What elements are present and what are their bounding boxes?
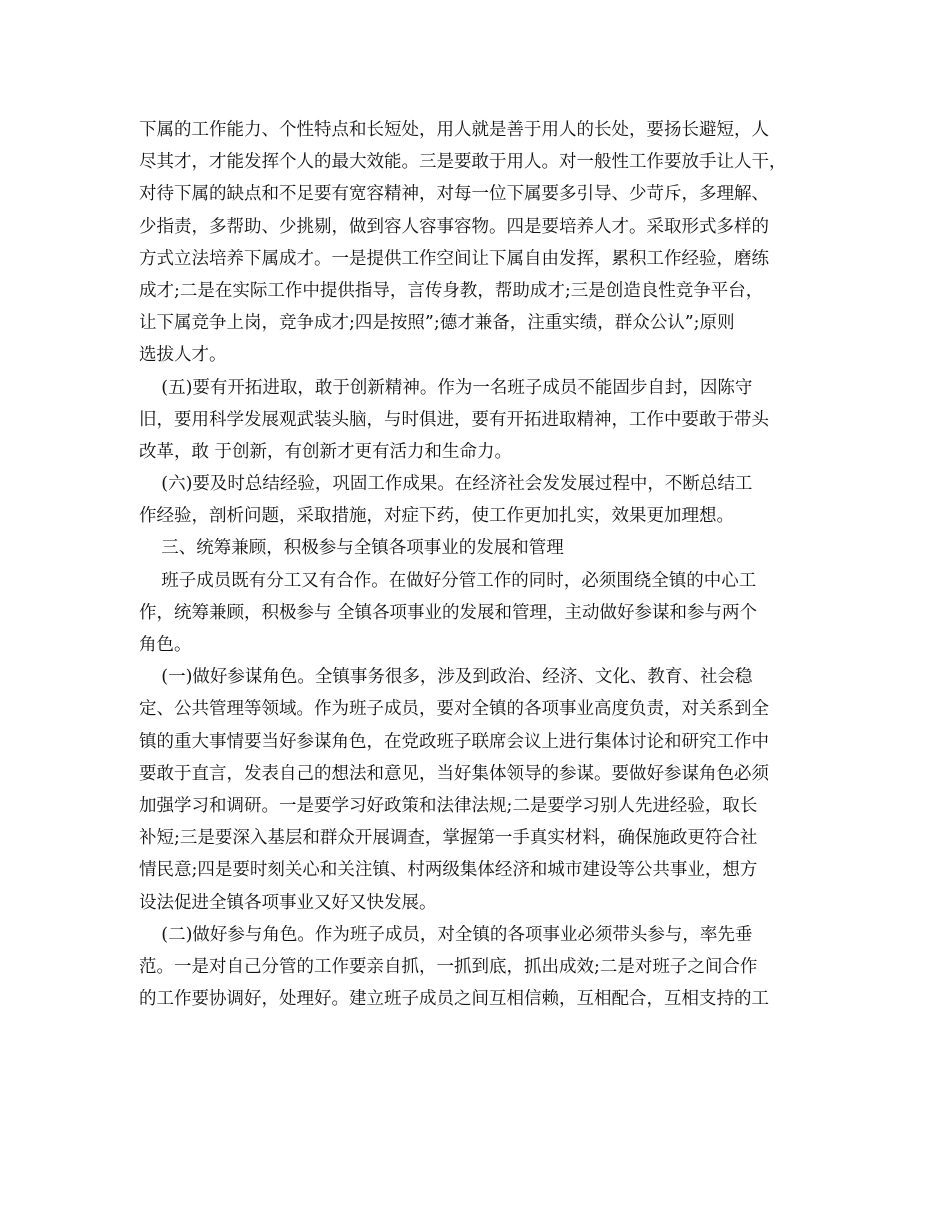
text-line: 尽其才，才能发挥个人的最大效能。三是要敢于用人。对一般性工作要放手让人干， (139, 152, 787, 173)
text-line: 设法促进全镇各项事业又好又快发展。 (139, 892, 437, 913)
text-line: 范。一是对自己分管的工作要亲自抓，一抓到底，抓出成效;二是对班子之间合作 (139, 956, 758, 977)
chapter-heading-line: 三、统筹兼顾，积极参与全镇各项事业的发展和管理 (139, 538, 564, 559)
text-line: 情民意;四是要时刻关心和关注镇、村两级集体经济和城市建设等公共事业，想方 (139, 860, 758, 881)
section-heading-line: (二)做好参与角色。作为班子成员，对全镇的各项事业必须带头参与，率先垂 (139, 924, 753, 945)
text-line: 少指责，多帮助、少挑剔，做到容人容事容物。四是要培养人才。采取形式多样的 (139, 216, 769, 237)
text-line: 作经验，剖析问题，采取措施，对症下药，使工作更加扎实，效果更加理想。 (139, 506, 734, 527)
text-line: 镇的重大事情要当好参谋角色，在党政班子联席会议上进行集体讨论和研究工作中 (139, 731, 769, 752)
text-line: 班子成员既有分工又有合作。在做好分管工作的同时，必须围绕全镇的中心工 (139, 570, 757, 591)
text-line: 补短;三是要深入基层和群众开展调查，掌握第一手真实材料，确保施政更符合社 (139, 828, 758, 849)
section-heading-line: (六)要及时总结经验，巩固工作成果。在经济社会发发展过程中，不断总结工 (139, 474, 753, 495)
text-line: 改革，敢 于创新，有创新才更有活力和生命力。 (139, 441, 513, 462)
text-line: 定、公共管理等领域。作为班子成员，要对全镇的各项事业高度负责，对关系到全 (139, 699, 769, 720)
section-heading-line: (一)做好参谋角色。全镇事务很多，涉及到政治、经济、文化、教育、社会稳 (139, 667, 753, 688)
text-line: 角色。 (139, 635, 192, 655)
text-line: 对待下属的缺点和不足要有宽容精神，对每一位下属要多引导、少苛斥，多理解、 (139, 184, 769, 205)
document-body (139, 114, 829, 1015)
text-line: 加强学习和调研。一是要学习好政策和法律法规;二是要学习别人先进经验，取长 (139, 795, 758, 816)
text-line: 旧，要用科学发展观武装头脑，与时俱进，要有开拓进取精神，工作中要敢于带头 (139, 409, 769, 430)
text-line: 下属的工作能力、个性特点和长短处，用人就是善于用人的长处，要扬长避短，人 (139, 120, 769, 140)
text-line: 作，统筹兼顾，积极参与 全镇各项事业的发展和管理，主动做好参谋和参与两个 (139, 602, 758, 623)
text-line: 要敢于直言，发表自己的想法和意见，当好集体领导的参谋。要做好参谋角色必须 (139, 763, 769, 784)
text-line: 的工作要协调好，处理好。建立班子成员之间互相信赖，互相配合，互相支持的工 (139, 989, 769, 1010)
section-heading-line: (五)要有开拓进取，敢于创新精神。作为一名班子成员不能固步自封，因陈守 (139, 377, 753, 398)
text-line: 成才;二是在实际工作中提供指导，言传身教，帮助成才;三是创造良性竞争平台， (139, 280, 764, 301)
text-line: 让下属竞争上岗，竞争成才;四是按照”;德才兼备，注重实绩，群众公认”;原则 (139, 313, 735, 334)
text-line: 方式立法培养下属成才。一是提供工作空间让下属自由发挥，累积工作经验，磨练 (139, 248, 769, 269)
text-line: 选拔人才。 (139, 345, 227, 366)
